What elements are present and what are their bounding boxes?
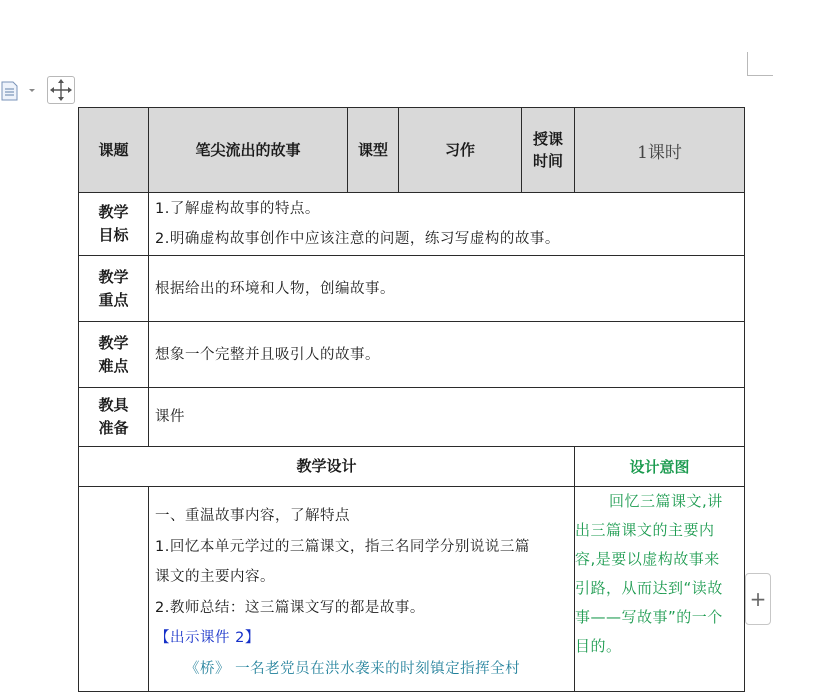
table-row bbox=[79, 388, 745, 447]
type-value: 习作 bbox=[399, 108, 522, 193]
row-label-line: 教具 bbox=[98, 396, 129, 414]
table-row bbox=[79, 322, 745, 388]
topic-label: 课题 bbox=[79, 108, 149, 193]
intent-header: 设计意图 bbox=[575, 447, 745, 487]
row-label-line: 教学 bbox=[98, 267, 129, 286]
lesson-plan-table bbox=[78, 107, 745, 692]
table-header-row bbox=[79, 108, 745, 193]
plus-icon[interactable]: + bbox=[745, 573, 771, 625]
intent-line: 目的。 bbox=[575, 637, 622, 655]
content-line: 课件 bbox=[155, 409, 185, 425]
row-content bbox=[149, 388, 745, 447]
design-content-row bbox=[79, 487, 745, 692]
content-line: 1.了解虚构故事的特点。 bbox=[155, 201, 320, 217]
content-line: 想象一个完整并且吸引人的故事。 bbox=[155, 346, 380, 363]
row-label bbox=[79, 322, 149, 388]
table-row bbox=[79, 256, 745, 322]
intent-line: 出三篇课文的主要内 bbox=[575, 521, 715, 539]
row-content bbox=[149, 322, 745, 388]
time-value: 1课时 bbox=[575, 108, 745, 193]
courseware-tag: 【出示课件 2】 bbox=[155, 630, 260, 646]
design-content bbox=[149, 487, 575, 692]
page-corner-mark bbox=[747, 52, 773, 76]
row-label bbox=[79, 256, 149, 322]
content-line: 2.明确虚构故事创作中应该注意的问题，练习写虚构的故事。 bbox=[155, 231, 560, 247]
content-line: 根据给出的环境和人物，创编故事。 bbox=[155, 280, 395, 297]
time-label bbox=[522, 108, 575, 193]
time-label-line-2: 时间 bbox=[532, 152, 563, 170]
table-row bbox=[79, 193, 745, 256]
intent-content bbox=[575, 487, 745, 692]
design-line: 1.回忆本单元学过的三篇课文，指三名同学分别说说三篇 bbox=[155, 538, 530, 555]
design-header-row bbox=[79, 447, 745, 487]
design-header: 教学设计 bbox=[79, 447, 575, 487]
row-label-line: 教学 bbox=[98, 333, 129, 352]
row-label bbox=[79, 193, 149, 256]
row-label-line: 难点 bbox=[98, 356, 129, 375]
row-label-line: 准备 bbox=[98, 419, 129, 437]
intent-line: 回忆三篇课文,讲 bbox=[609, 492, 723, 510]
row-label-line: 教学 bbox=[98, 203, 129, 221]
design-line: 一、重温故事内容，了解特点 bbox=[155, 508, 350, 524]
row-label bbox=[79, 388, 149, 447]
row-label-line: 重点 bbox=[98, 290, 129, 309]
row-content bbox=[149, 193, 745, 256]
type-label: 课型 bbox=[348, 108, 399, 193]
intent-line: 容,是要以虚构故事来 bbox=[575, 550, 720, 568]
time-label-line-1: 授课 bbox=[532, 130, 563, 148]
row-label-line: 目标 bbox=[98, 226, 129, 244]
design-line: 《桥》 一名老党员在洪水袭来的时刻镇定指挥全村 bbox=[185, 660, 521, 677]
row-content bbox=[149, 256, 745, 322]
intent-line: 事——写故事”的一个 bbox=[575, 608, 723, 626]
intent-line: 引路，从而达到“读故 bbox=[575, 579, 723, 597]
design-line: 2.教师总结：这三篇课文写的都是故事。 bbox=[155, 599, 425, 616]
design-line: 课文的主要内容。 bbox=[155, 569, 275, 585]
design-blank-cell bbox=[79, 487, 149, 692]
move-icon[interactable] bbox=[47, 76, 75, 104]
topic-value: 笔尖流出的故事 bbox=[149, 108, 348, 193]
document-icon[interactable] bbox=[0, 80, 40, 102]
